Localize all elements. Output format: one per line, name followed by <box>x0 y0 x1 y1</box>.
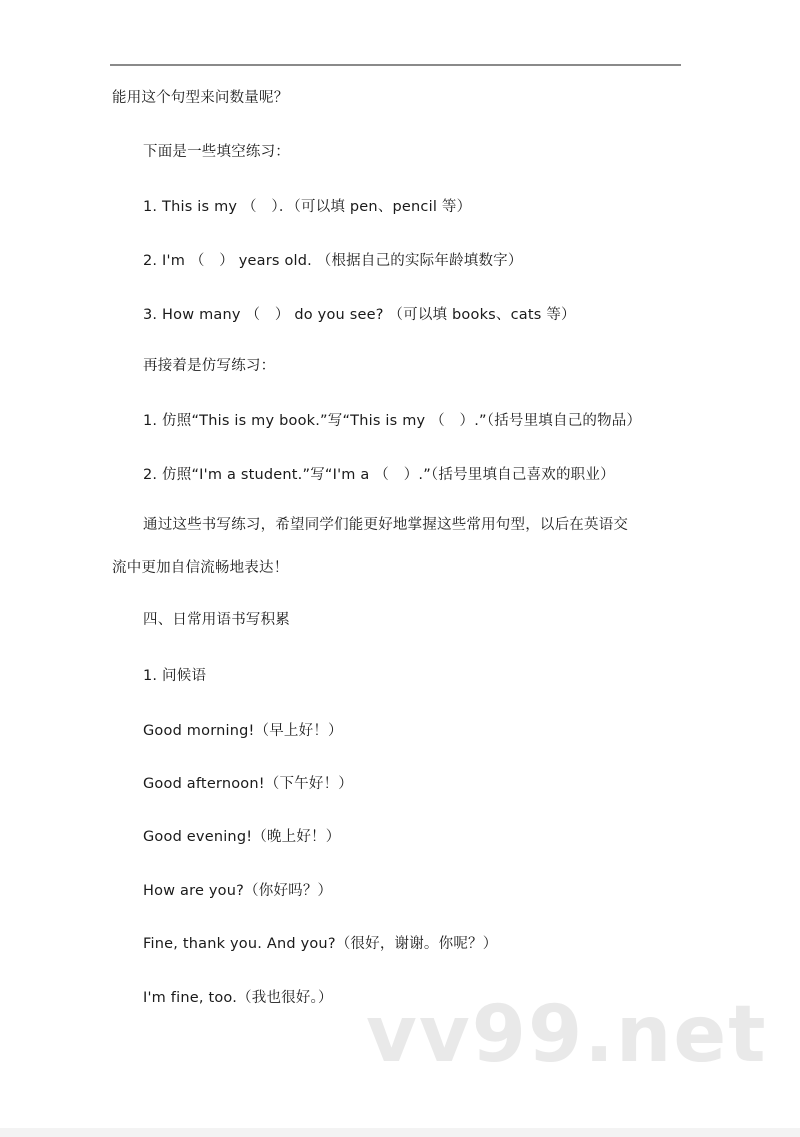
exercise-item: 3. How many （ ） do you see? （可以填 books、cats 等） <box>143 307 576 323</box>
subsection-heading: 1. 问候语 <box>143 668 207 684</box>
exercise-item: 2. 仿照“I'm a student.”写“I'm a （ ）.”（括号里填自己喜欢的职业） <box>143 467 615 483</box>
phrase-item: Good evening!（晚上好！） <box>143 829 341 845</box>
paragraph-line: 再接着是仿写练习： <box>143 358 276 374</box>
exercise-item: 1. 仿照“This is my book.”写“This is my （ ）.”（括号里填自己的物品） <box>143 413 642 429</box>
watermark-text: vv99.net <box>366 990 768 1080</box>
paragraph-line: 能用这个句型来问数量呢？ <box>112 90 289 106</box>
paragraph-line: 流中更加自信流畅地表达！ <box>112 560 289 576</box>
phrase-item: Good morning!（早上好！） <box>143 723 343 739</box>
page-bottom-edge <box>0 1128 800 1137</box>
paragraph-line: 下面是一些填空练习： <box>143 144 290 160</box>
header-rule <box>110 64 681 66</box>
paragraph-line: 通过这些书写练习，希望同学们能更好地掌握这些常用句型，以后在英语交 <box>143 517 629 533</box>
exercise-item: 2. I'm （ ） years old. （根据自己的实际年龄填数字） <box>143 253 523 269</box>
exercise-item: 1. This is my （ ）．（可以填 pen、pencil 等） <box>143 199 472 215</box>
phrase-item: I'm fine, too.（我也很好。） <box>143 990 333 1006</box>
phrase-item: Good afternoon!（下午好！） <box>143 776 353 792</box>
phrase-item: How are you?（你好吗？） <box>143 883 333 899</box>
phrase-item: Fine, thank you. And you?（很好，谢谢。你呢？） <box>143 936 498 952</box>
section-heading: 四、日常用语书写积累 <box>143 612 290 628</box>
